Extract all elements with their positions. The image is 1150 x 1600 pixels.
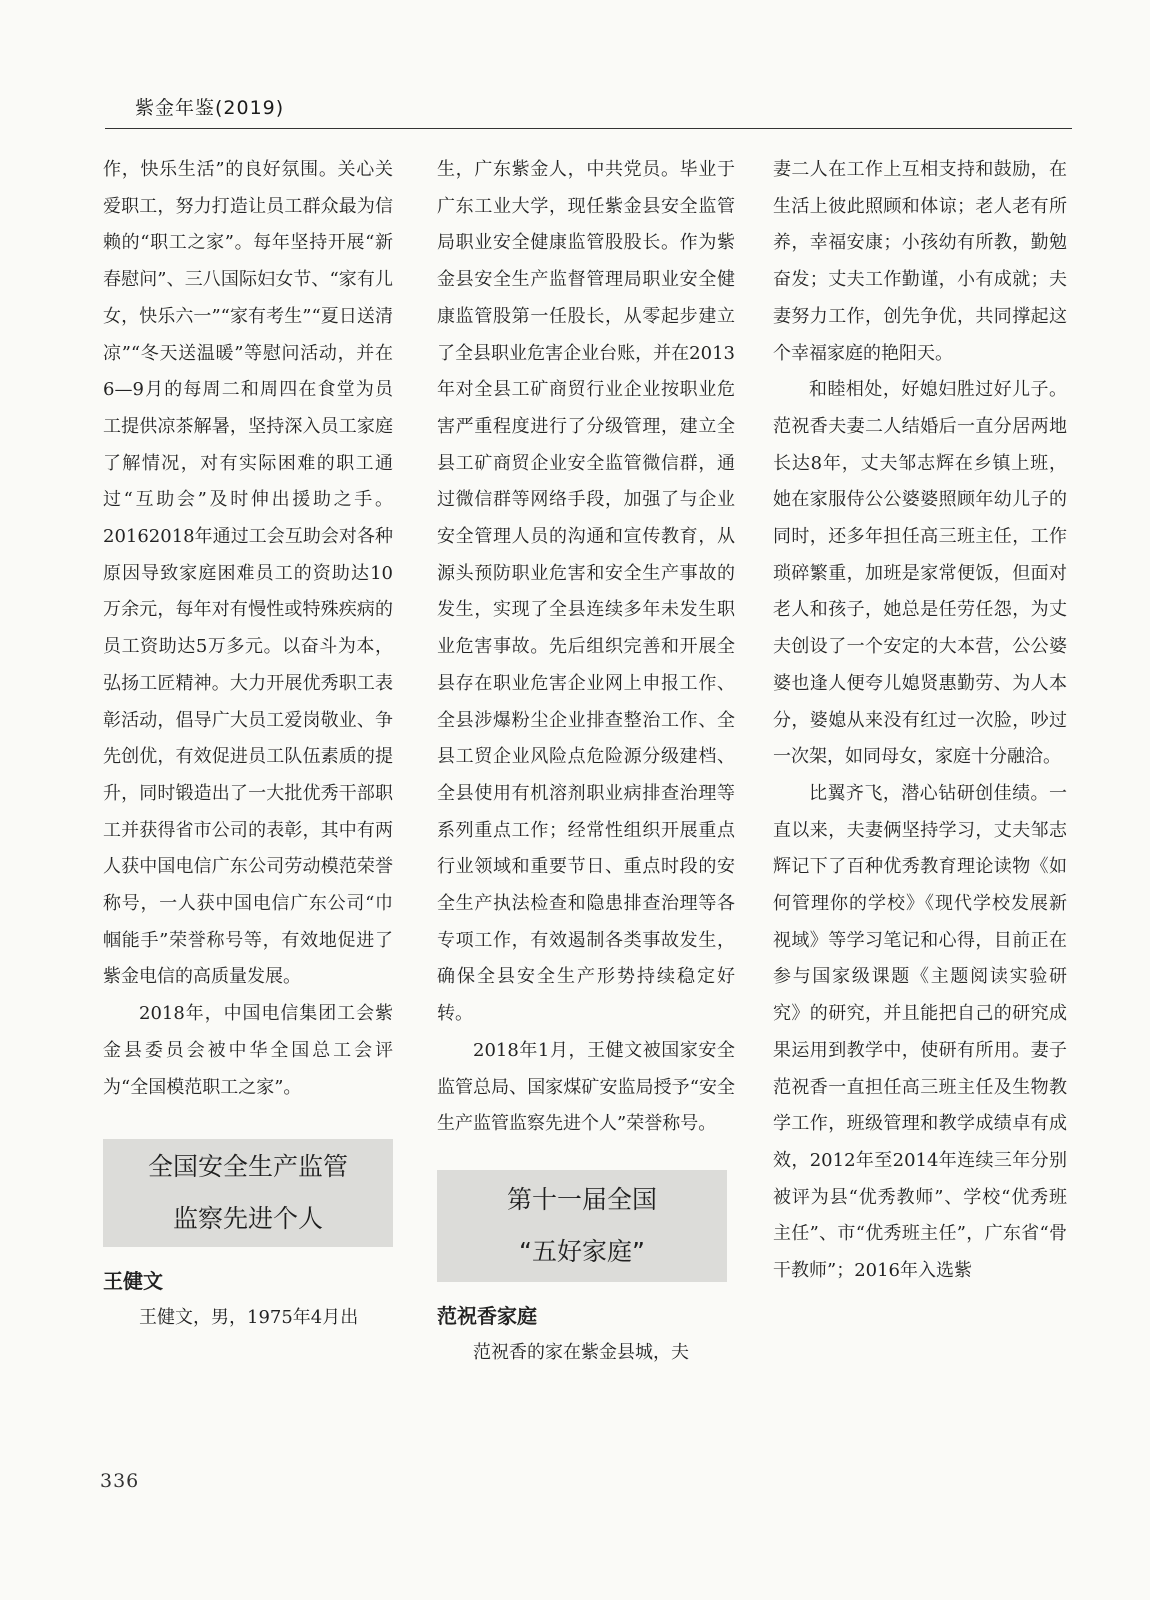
section-heading-five-good-family [437,1170,727,1282]
section-heading-line-2: 监察先进个人 [172,1204,323,1234]
header-rule [105,128,1072,129]
column-2 [437,152,735,1371]
column-3-paragraph-2: 和睦相处，好媳妇胜过好儿子。范祝香夫妻二人结婚后一直分居两地长达8年，丈夫邹志辉在乡镇上班，她在家服侍公公婆婆照顾年幼儿子的同时，还多年担任高三班主任，工作琐碎繁重，加班是家常便饭，但面对老人和孩子，她总是任劳任怨，为丈夫创设了一个安定的大本营，公公婆婆也逢人便夸儿媳贤惠勤劳、为人本分，婆媳从来没有红过一次脸，吵过一次架，如同母女，家庭十分融洽。 [773,379,1067,768]
column-1-paragraph-1: 作，快乐生活”的良好氛围。关心关爱职工，努力打造让员工群众最为信赖的“职工之家”。每年坚持开展“新春慰问”、三八国际妇女节、“家有儿女，快乐六一”“家有考生”“夏日送清凉”“冬天送温暖”等慰问活动，并在6—9月的每周二和周四在食堂为员工提供凉茶解暑，坚持深入员工家庭了解情况，对有实际困难的职工通过“互助会”及时伸出援助之手。20162018年通过工会互助会对各种原因导致家庭困难员工的资助达10万余元，每年对有慢性或特殊疾病的员工资助达5万多元。以奋斗为本，弘扬工匠精神。大力开展优秀职工表彰活动，倡导广大员工爱岗敬业、争先创优，有效促进员工队伍素质的提升，同时锻造出了一大批优秀干部职工并获得省市公司的表彰，其中有两人获中国电信广东公司劳动模范荣誉称号，一人获中国电信广东公司“巾帼能手”荣誉称号等，有效地促进了紫金电信的高质量发展。 [103,159,393,988]
column-3-paragraph-3: 比翼齐飞，潜心钻研创佳绩。一直以来，夫妻俩坚持学习，丈夫邹志辉记下了百种优秀教育理论读物《如何管理你的学校》《现代学校发展新视域》等学习笔记和心得，目前正在参与国家级课题《主题阅读实验研究》的研究，并且能把自己的研究成果运用到教学中，使研有所用。妻子范祝香一直担任高三班主任及生物教学工作，班级管理和教学成绩卓有成效，2012年至2014年连续三年分别被评为县“优秀教师”、学校“优秀班主任”、市“优秀班主任”，广东省“骨干教师”；2016年入选紫 [773,782,1067,1282]
column-1-intro-line: 王健文，男，1975年4月出 [139,1306,359,1328]
column-3 [773,152,1067,1290]
column-2-paragraph-2: 2018年1月，王健文被国家安全监管总局、国家煤矿安监局授予“安全生产监管监察先进个人”荣誉称号。 [437,1039,735,1135]
person-name-wang-jianwen: 王健文 [103,1269,163,1294]
section-heading-line-2: “五好家庭” [519,1236,645,1266]
page-number: 336 [100,1470,140,1492]
column-1-paragraph-2: 2018年，中国电信集团工会紫金县委员会被中华全国总工会评为“全国模范职工之家”。 [103,1003,393,1098]
family-name-fan-zhuxiang: 范祝香家庭 [437,1303,537,1328]
column-2-intro-line: 范祝香的家在紫金县城，夫 [473,1341,689,1363]
section-heading-safety-award [103,1139,393,1247]
section-heading-line-1: 第十一届全国 [506,1184,657,1214]
column-1 [103,152,393,1337]
column-3-paragraph-1: 妻二人在工作上互相支持和鼓励，在生活上彼此照顾和体谅；老人老有所养，幸福安康；小孩幼有所教，勤勉奋发；丈夫工作勤谨，小有成就；夫妻努力工作，创先争优，共同撑起这个幸福家庭的艳阳天。 [773,159,1067,364]
column-2-paragraph-1: 生，广东紫金人，中共党员。毕业于广东工业大学，现任紫金县安全监管局职业安全健康监管股股长。作为紫金县安全生产监督管理局职业安全健康监管股第一任股长，从零起步建立了全县职业危害企业台账，并在2013年对全县工矿商贸行业企业按职业危害严重程度进行了分级管理，建立全县工矿商贸企业安全监管微信群，通过微信群等网络手段，加强了与企业安全管理人员的沟通和宣传教育，从源头预防职业危害和安全生产事故的发生，实现了全县连续多年未发生职业危害事故。先后组织完善和开展全县存在职业危害企业网上申报工作、全县涉爆粉尘企业排查整治工作、全县工贸企业风险点危险源分级建档、全县使用有机溶剂职业病排查治理等系列重点工作；经常性组织开展重点行业领域和重要节日、重点时段的安全生产执法检查和隐患排查治理等各专项工作，有效遏制各类事故发生，确保全县安全生产形势持续稳定好转。 [437,159,735,1025]
section-heading-line-1: 全国安全生产监管 [147,1152,348,1182]
running-header-title: 紫金年鉴(2019) [135,97,285,119]
